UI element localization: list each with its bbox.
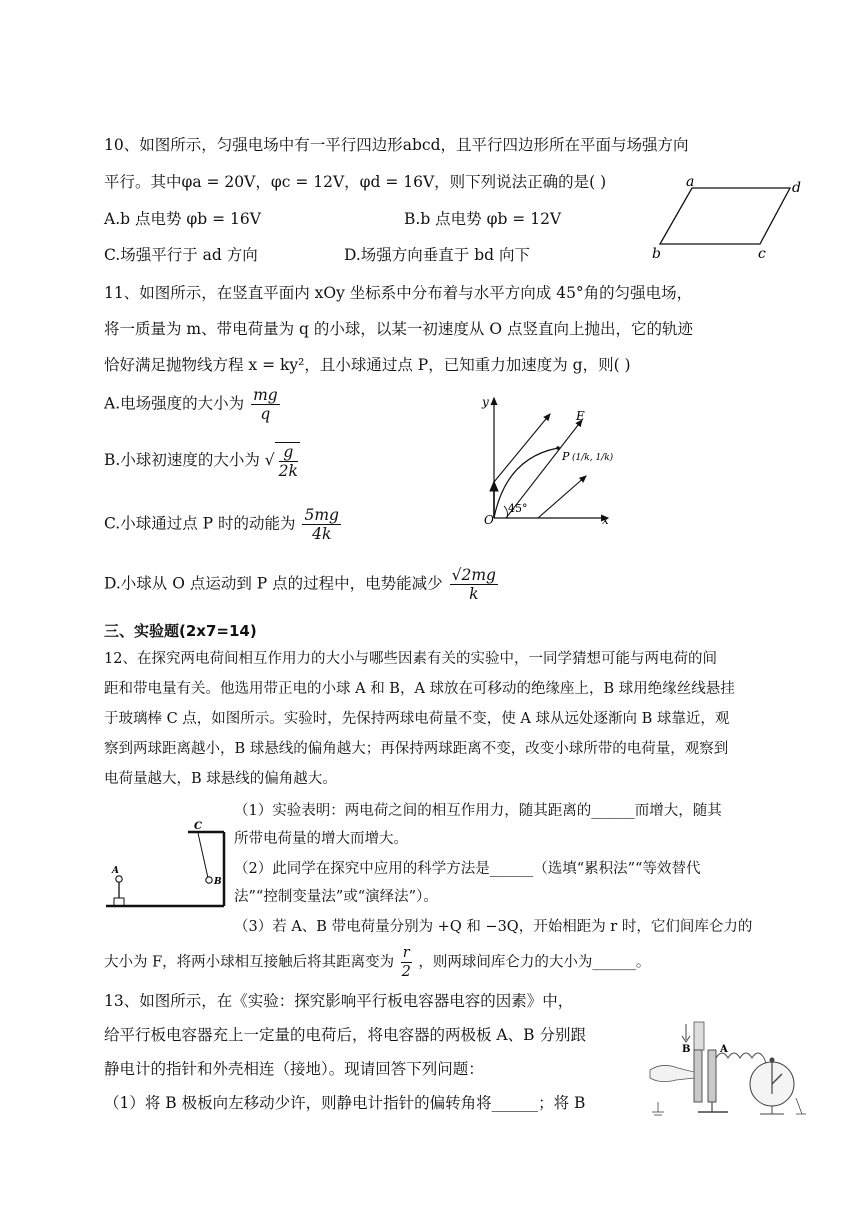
fraction-mg-q: $\frac{mg}{q}$ [253,386,278,423]
hand [650,1065,694,1081]
fraction-sqrt2mg-k: $\frac{√2mg}{k}$ [451,566,496,603]
q10-option-c: C.场强平行于 ad 方向 [104,246,258,264]
fraction-5mg-4k: $\frac{5mg}{4k}$ [304,506,339,543]
ground-symbol [796,1098,802,1114]
q13-para-line3: 静电计的指针和外壳相连（接地）。现请回答下列问题： [104,1060,484,1078]
q12-para-line4: 察到两球距离越小，B 球悬线的偏角越大；再保持两球距离不变，改变小球所带的电荷量，观察到 [104,741,729,757]
label-c: c [758,246,766,262]
q12-para-line3: 于玻璃棒 C 点，如图所示。实验时，先保持两球电荷量不变，使 A 球从远处逐渐向 B 球靠近，观 [104,711,730,727]
point-P [556,446,560,450]
q10-parallelogram-figure [640,172,810,264]
q11-stem-line2: 将一质量为 m、带电荷量为 q 的小球，以某一初速度从 O 点竖直向上抛出，它的轨迹 [104,320,693,338]
q10-stem-line1: 10、如图所示，匀强电场中有一平行四边形abcd，且平行四边形所在平面与场强方向 [104,136,689,154]
q12-para-line2: 距和带电量有关。他选用带正电的小球 A 和 B，A 球放在可移动的绝缘座上，B 球用绝缘丝线悬挂 [104,681,735,697]
insulating-handle [694,1022,704,1050]
q13-para-line2: 给平行板电容器充上一定量的电荷后，将电容器的两极板 A、B 分别跟 [104,1026,586,1044]
q11-option-b: B.小球初速度的大小为 √ $\frac{g}{2k}$ [104,443,298,480]
q10-option-a: A.b 点电势 φb = 16V [104,210,261,228]
plate-A [708,1050,716,1102]
ball-B [206,877,212,883]
q12-apparatus-figure [104,818,232,912]
label-A: A [112,866,119,876]
label-a: a [686,174,695,190]
q12-sub3-line2: 大小为 F，将两小球相互接触后将其距离变为 $\frac{r}{2}$ ，则两球间库仑力的大小为______。 [104,945,651,980]
q12-sub2-line2: 法”“控制变量法”或“演绎法”）。 [234,889,438,905]
q11-option-d: D.小球从 O 点运动到 P 点的过程中，电势能减少 $\frac{√2mg}{k}$ [104,566,496,603]
silk-thread [198,833,208,878]
ball-A [116,876,122,882]
plate-B [694,1050,702,1102]
label-B: B [682,1044,691,1055]
q12-sub1-line1: （1）实验表明：两电荷之间的相互作用力，随其距离的______而增大，随其 [234,803,722,819]
parallelogram-abcd [660,188,790,244]
label-b: b [652,246,661,262]
label-B: B [214,877,222,887]
origin-label: O [484,513,494,527]
label-C: C [194,821,202,832]
q13-capacitor-electrometer-figure [648,1018,808,1118]
field-line [538,476,586,518]
angle-arc [504,506,508,518]
q11-option-c: C.小球通过点 P 时的动能为 $\frac{5mg}{4k}$ [104,506,339,543]
q13-para-line1: 13、如图所示，在《实验：探究影响平行板电容器电容的因素》中， [104,992,574,1010]
q12-sub2-line1: （2）此同学在探究中应用的科学方法是______（选填“累积法”“等效替代 [234,861,701,877]
q12-para-line1: 12、在探究两电荷间相互作用力的大小与哪些因素有关的实验中，一同学猜想可能与两电荷的间 [104,651,717,667]
y-axis-label: y [482,395,489,409]
section-heading-experiments: 三、实验题(2x7=14) [104,622,257,640]
q12-para-line5: 电荷量越大，B 球悬线的偏角越大。 [104,771,337,787]
x-axis-label: x [602,513,609,527]
q10-option-b: B.b 点电势 φb = 12V [404,210,562,228]
q12-sub3-line1: （3）若 A、B 带电荷量分别为 +Q 和 −3Q，开始相距为 r 时，它们间库仑力的 [234,919,753,935]
q11-trajectory-figure [478,392,618,528]
q11-stem-line3: 恰好满足抛物线方程 x = ky²，且小球通过点 P，已知重力加速度为 g，则( ) [104,356,631,374]
label-d: d [792,180,801,196]
q10-stem-line2: 平行。其中φa = 20V，φc = 12V，φd = 16V，则下列说法正确的是( ) [104,173,607,191]
fraction-r-2: $\frac{r}{2}$ [401,945,411,980]
point-P-label: P [562,450,570,463]
label-A: A [720,1044,728,1055]
q13-para-line4: （1）将 B 极板向左移动少许，则静电计指针的偏转角将______；将 B [104,1094,586,1112]
q12-sub1-line2: 所带电荷量的增大而增大。 [234,831,408,847]
q11-option-a: A.电场强度的大小为 $\frac{mg}{q}$ [104,386,278,423]
q11-stem-line1: 11、如图所示，在竖直平面内 xOy 坐标系中分布着与水平方向成 45°角的匀强电场， [104,284,693,302]
point-P-coordinates: (1/k, 1/k) [572,453,614,463]
field-label-E: E [576,409,585,423]
q10-option-d: D.场强方向垂直于 bd 向下 [344,246,531,264]
sqrt-g-2k: √ $\frac{g}{2k}$ [264,443,298,480]
angle-label: 45° [508,502,528,515]
